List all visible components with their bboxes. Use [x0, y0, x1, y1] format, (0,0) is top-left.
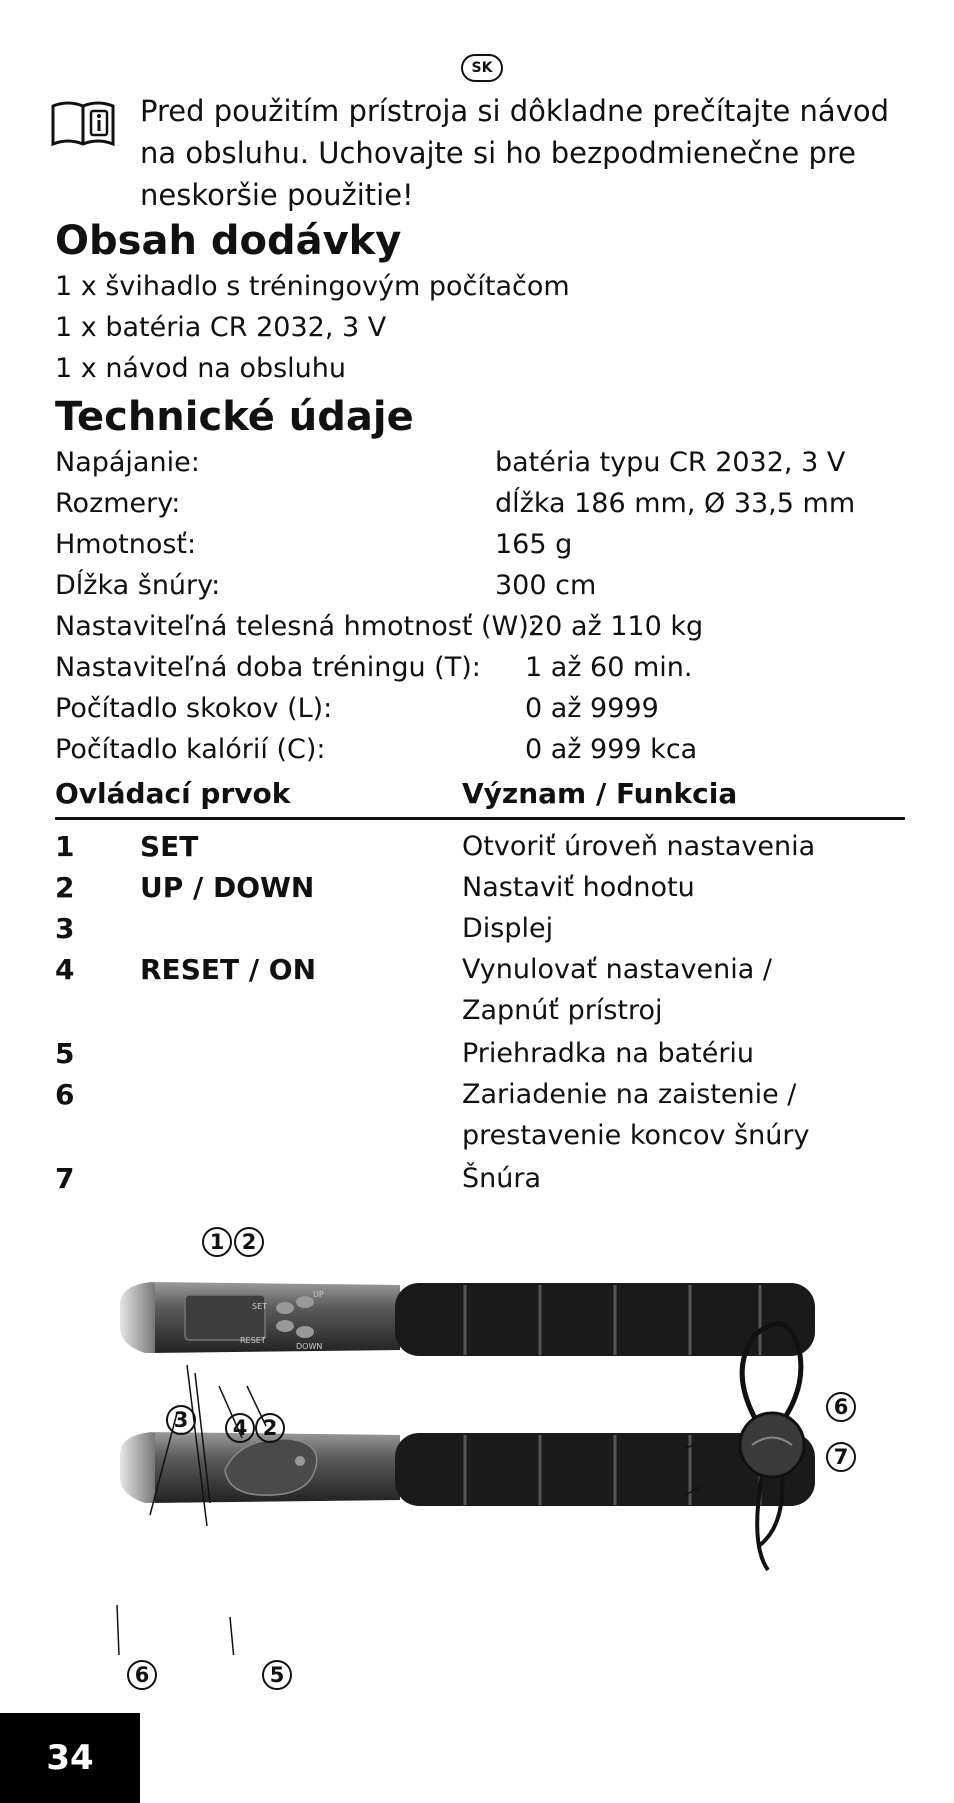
- callout-5: [262, 1660, 292, 1690]
- control-meaning: Nastaviť hodnotu: [462, 872, 695, 903]
- callout-2: [234, 1227, 264, 1257]
- meaning-col-header: Význam / Funkcia: [462, 777, 738, 810]
- spec-label: Nastaviteľná telesná hmotnosť (W):: [55, 611, 538, 642]
- spec-value: dĺžka 186 mm, Ø 33,5 mm: [495, 488, 856, 519]
- callout-lines: [117, 1365, 700, 1655]
- control-meaning: Displej: [462, 913, 554, 944]
- page-number: 34: [0, 1713, 140, 1803]
- control-meaning-cont: Zapnúť prístroj: [462, 995, 663, 1026]
- callout-7: [826, 1442, 856, 1472]
- delivery-item: 1 x batéria CR 2032, 3 V: [55, 312, 387, 343]
- callout-3: [166, 1405, 196, 1435]
- control-name: SET: [140, 830, 199, 863]
- notice-line-2: na obsluhu. Uchovajte si ho bezpodmienečne pre: [140, 136, 857, 170]
- control-name: RESET / ON: [140, 953, 317, 986]
- rope-adjuster: [740, 1324, 804, 1570]
- spec-label: Napájanie:: [55, 447, 200, 478]
- table-divider: [55, 817, 905, 820]
- callout-6: [826, 1392, 856, 1422]
- callout-1: [202, 1227, 232, 1257]
- spec-value: 20 až 110 kg: [528, 611, 704, 642]
- delivery-item: 1 x návod na obsluhu: [55, 353, 347, 384]
- info-book-icon: [50, 98, 116, 150]
- spec-value: batéria typu CR 2032, 3 V: [495, 447, 846, 478]
- safety-notice: [140, 90, 920, 216]
- callout-label: 2: [241, 1230, 257, 1254]
- controls-col-header: Ovládací prvok: [55, 777, 291, 810]
- down-button: [296, 1326, 314, 1338]
- spec-value: 165 g: [495, 529, 573, 560]
- control-meaning-cont: prestavenie koncov šnúry: [462, 1120, 810, 1151]
- spec-label: Hmotnosť:: [55, 529, 197, 560]
- spec-label: Dĺžka šnúry:: [55, 570, 221, 601]
- product-figure: [100, 1225, 880, 1655]
- control-number: 1: [55, 830, 75, 863]
- spec-label: Počítadlo skokov (L):: [55, 693, 333, 724]
- spec-label: Počítadlo kalórií (C):: [55, 734, 326, 765]
- callout-4: [225, 1413, 255, 1443]
- spec-value: 300 cm: [495, 570, 597, 601]
- reset-label: RESET: [240, 1336, 266, 1345]
- handle-back-view: [120, 1432, 815, 1506]
- callout-label: 5: [269, 1663, 285, 1687]
- notice-line-1: Pred použitím prístroja si dôkladne prečítajte návod: [140, 94, 890, 128]
- up-button: [296, 1296, 314, 1308]
- callout-label: 7: [833, 1445, 849, 1469]
- callout-label: 6: [833, 1395, 849, 1419]
- callout-label: 6: [134, 1663, 150, 1687]
- callout-label: 2: [262, 1416, 278, 1440]
- control-number: 2: [55, 871, 75, 904]
- callout-2b: [255, 1413, 285, 1443]
- delivery-item: 1 x švihadlo s tréningovým počítačom: [55, 271, 570, 302]
- set-label: SET: [252, 1302, 268, 1311]
- callout-label: 4: [232, 1416, 248, 1440]
- control-meaning: Otvoriť úroveň nastavenia: [462, 831, 816, 862]
- control-number: 4: [55, 953, 75, 986]
- spec-value: 0 až 999 kca: [525, 734, 698, 765]
- down-label: DOWN: [296, 1342, 323, 1351]
- callout-label: 3: [173, 1408, 189, 1432]
- spec-label: Nastaviteľná doba tréningu (T):: [55, 652, 481, 683]
- reset-button: [276, 1320, 294, 1332]
- language-badge: SK: [461, 54, 503, 82]
- control-meaning: Vynulovať nastavenia /: [462, 954, 772, 985]
- spec-value: 0 až 9999: [525, 693, 659, 724]
- delivery-heading: Obsah dodávky: [55, 218, 402, 264]
- control-meaning: Zariadenie na zaistenie /: [462, 1079, 797, 1110]
- control-number: 3: [55, 912, 75, 945]
- spec-value: 1 až 60 min.: [525, 652, 693, 683]
- notice-line-3: neskoršie použitie!: [140, 178, 414, 212]
- control-meaning: Šnúra: [462, 1163, 542, 1194]
- control-number: 7: [55, 1162, 75, 1195]
- handle-front-view: [120, 1282, 815, 1356]
- up-label: UP: [313, 1290, 324, 1299]
- control-number: 5: [55, 1037, 75, 1070]
- control-number: 6: [55, 1078, 75, 1111]
- specs-heading: Technické údaje: [55, 394, 414, 440]
- control-meaning: Priehradka na batériu: [462, 1038, 755, 1069]
- callout-label: 1: [209, 1230, 225, 1254]
- callout-6b: [127, 1660, 157, 1690]
- spec-label: Rozmery:: [55, 488, 181, 519]
- set-button: [276, 1302, 294, 1314]
- control-name: UP / DOWN: [140, 871, 315, 904]
